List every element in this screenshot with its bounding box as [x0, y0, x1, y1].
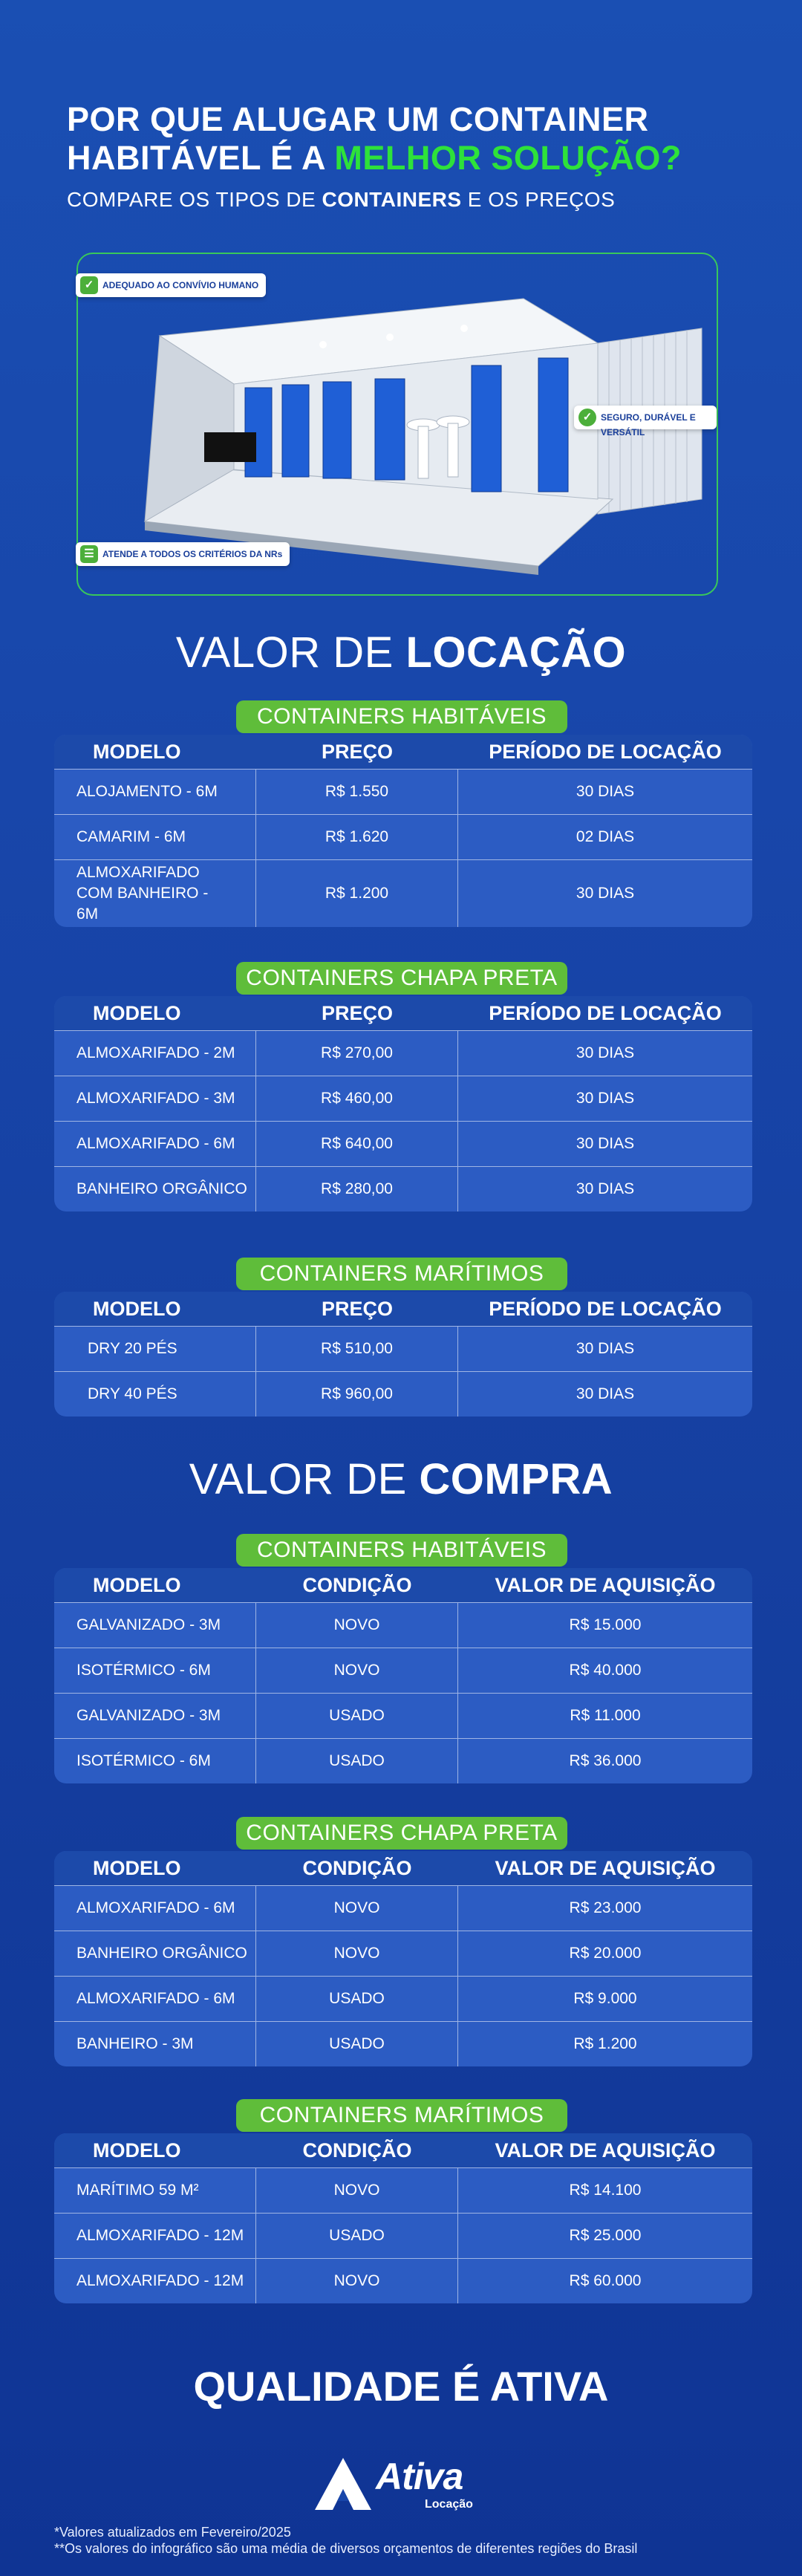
cell-model: CAMARIM - 6M [54, 815, 256, 859]
footnote-2: **Os valores do infográfico são uma média de diversos orçamentos de diferentes regiões do Brasil [54, 2541, 638, 2556]
purchase-table-chapa-preta [54, 1851, 752, 2066]
cell-model: ALMOXARIFADO - 6M [54, 1886, 256, 1931]
header-cell: PREÇO [321, 1297, 394, 1320]
header-cell: VALOR DE AQUISIÇÃO [495, 1856, 716, 1879]
cell-condition: NOVO [256, 1648, 458, 1693]
table-row [54, 1885, 752, 1931]
cell-condition: NOVO [256, 2168, 458, 2213]
rental-tag-maritimos: CONTAINERS MARÍTIMOS [236, 1258, 567, 1290]
table-header [54, 1851, 752, 1885]
title-line-1: POR QUE ALUGAR UM CONTAINER [67, 100, 649, 138]
table-row [54, 2167, 752, 2213]
tagline-part-1: QUALIDADE [193, 2363, 452, 2410]
header-cell: PERÍODO DE LOCAÇÃO [489, 740, 722, 763]
purchase-section-title [0, 1454, 802, 1504]
table-header [54, 996, 752, 1030]
header-cell: MODELO [93, 740, 181, 763]
cell-model: BANHEIRO ORGÂNICO [54, 1167, 256, 1211]
purchase-tag-habitaveis: CONTAINERS HABITÁVEIS [236, 1534, 567, 1567]
cell-model: ALMOXARIFADO - 3M [54, 1076, 256, 1121]
rental-title-part-2: LOCAÇÃO [405, 628, 627, 677]
table-row [54, 1931, 752, 1976]
table-row [54, 859, 752, 927]
person-check-icon: ✓ [80, 276, 98, 294]
footer-tagline [0, 2362, 802, 2410]
header-cell: PERÍODO DE LOCAÇÃO [489, 1297, 722, 1320]
title-accent: MELHOR SOLUÇÃO? [334, 139, 682, 177]
purchase-tag-maritimos: CONTAINERS MARÍTIMOS [236, 2099, 567, 2132]
cell-condition: USADO [256, 1977, 458, 2021]
cell-period: 30 DIAS [576, 1385, 635, 1402]
header-cell: CONDIÇÃO [302, 2138, 412, 2162]
cell-period: 30 DIAS [576, 1180, 635, 1197]
cell-value: R$ 15.000 [569, 1616, 642, 1633]
purchase-tag-chapa-preta: CONTAINERS CHAPA PRETA [236, 1817, 567, 1850]
cell-model: GALVANIZADO - 3M [54, 1694, 256, 1738]
subtitle [67, 188, 750, 212]
cell-condition: USADO [256, 2214, 458, 2258]
cell-condition: NOVO [256, 1931, 458, 1976]
container-illustration [76, 253, 718, 596]
cell-value: R$ 11.000 [570, 1707, 641, 1724]
badge-safe-durable-label: SEGURO, DURÁVEL E VERSÁTIL [601, 412, 696, 438]
cell-value: R$ 36.000 [569, 1752, 642, 1769]
cell-model: ALMOXARIFADO - 12M [54, 2259, 256, 2303]
hero [67, 100, 750, 212]
cell-period: 30 DIAS [576, 1090, 635, 1107]
cell-period: 30 DIAS [576, 885, 635, 902]
rental-title-part-1: VALOR DE [175, 628, 406, 677]
logo-wordmark: Ativa [376, 2456, 463, 2497]
rental-table-habitaveis [54, 735, 752, 927]
cell-price: R$ 280,00 [256, 1167, 458, 1211]
purchase-table-maritimos [54, 2133, 752, 2303]
rental-section-title [0, 628, 802, 677]
header-cell: VALOR DE AQUISIÇÃO [495, 2138, 716, 2162]
purchase-table-habitaveis [54, 1568, 752, 1783]
table-row [54, 1166, 752, 1211]
cell-price: R$ 270,00 [256, 1031, 458, 1076]
cell-model: ALMOXARIFADO COM BANHEIRO - 6M [54, 860, 256, 927]
cell-price: R$ 640,00 [256, 1122, 458, 1166]
header-cell: MODELO [93, 1001, 181, 1024]
table-row [54, 2213, 752, 2258]
table-row [54, 2258, 752, 2303]
table-row [54, 1602, 752, 1648]
cell-condition: USADO [256, 1694, 458, 1738]
cell-value: R$ 14.100 [569, 2182, 642, 2199]
header-cell: PREÇO [321, 1001, 394, 1024]
subtitle-part-3: E OS PREÇOS [461, 188, 616, 211]
cell-model: BANHEIRO - 3M [54, 2022, 256, 2066]
table-row [54, 1738, 752, 1783]
table-row [54, 2021, 752, 2066]
cell-period: 30 DIAS [576, 783, 635, 800]
rental-tag-habitaveis: CONTAINERS HABITÁVEIS [236, 700, 567, 733]
rental-tag-chapa-preta: CONTAINERS CHAPA PRETA [236, 962, 567, 995]
purchase-title-part-1: VALOR DE [189, 1455, 420, 1503]
cell-model: GALVANIZADO - 3M [54, 1603, 256, 1648]
cell-period: 30 DIAS [576, 1044, 635, 1061]
table-header [54, 2133, 752, 2167]
cell-condition: USADO [256, 2022, 458, 2066]
cell-value: R$ 23.000 [569, 1899, 642, 1916]
cell-model: ISOTÉRMICO - 6M [54, 1648, 256, 1693]
badge-nr-compliance [76, 542, 290, 566]
table-row [54, 1076, 752, 1121]
cell-price: R$ 960,00 [256, 1372, 458, 1417]
header-cell: PREÇO [321, 740, 394, 763]
cell-value: R$ 1.200 [573, 2035, 637, 2052]
title-line-2: HABITÁVEL É A [67, 139, 335, 177]
header-cell: VALOR DE AQUISIÇÃO [495, 1573, 716, 1596]
table-row [54, 1693, 752, 1738]
cell-condition: USADO [256, 1739, 458, 1783]
cell-model: DRY 40 PÉS [54, 1372, 256, 1417]
table-header [54, 1292, 752, 1326]
table-row [54, 1030, 752, 1076]
cell-model: DRY 20 PÉS [54, 1327, 256, 1371]
ativa-logo-icon [315, 2458, 374, 2511]
cell-model: BANHEIRO ORGÂNICO [54, 1931, 256, 1976]
footnotes [54, 2524, 637, 2557]
cell-model: ISOTÉRMICO - 6M [54, 1739, 256, 1783]
header-cell: MODELO [93, 1573, 181, 1596]
header-cell: CONDIÇÃO [302, 1573, 412, 1596]
subtitle-part-2: CONTAINERS [322, 188, 462, 211]
logo-subtitle: Locação [425, 2498, 473, 2511]
table-row [54, 1326, 752, 1371]
page-title [67, 100, 750, 178]
header-cell: CONDIÇÃO [302, 1856, 412, 1879]
header-cell: MODELO [93, 1856, 181, 1879]
badge-human-living [76, 273, 266, 297]
cell-model: ALMOXARIFADO - 6M [54, 1122, 256, 1166]
cell-value: R$ 40.000 [569, 1662, 642, 1679]
table-row [54, 1648, 752, 1693]
table-row [54, 1976, 752, 2021]
cell-value: R$ 60.000 [569, 2272, 642, 2289]
cell-model: ALMOXARIFADO - 6M [54, 1977, 256, 2021]
cell-period: 02 DIAS [576, 828, 635, 845]
cell-period: 30 DIAS [576, 1340, 635, 1357]
header-cell: PERÍODO DE LOCAÇÃO [489, 1001, 722, 1024]
footnote-1: *Valores atualizados em Fevereiro/2025 [54, 2525, 291, 2540]
rental-table-chapa-preta [54, 996, 752, 1211]
checklist-icon: ☰ [80, 545, 98, 563]
tagline-part-2: É [451, 2363, 490, 2410]
cell-price: R$ 460,00 [256, 1076, 458, 1121]
cell-value: R$ 9.000 [573, 1990, 637, 2007]
cell-value: R$ 20.000 [569, 1945, 642, 1962]
cell-price: R$ 510,00 [256, 1327, 458, 1371]
table-row [54, 1371, 752, 1417]
badge-human-living-label: ADEQUADO AO CONVÍVIO HUMANO [102, 280, 259, 290]
purchase-title-part-2: COMPRA [419, 1455, 613, 1503]
header-cell: MODELO [93, 1297, 181, 1320]
subtitle-part-1: COMPARE OS TIPOS DE [67, 188, 322, 211]
badge-safe-durable [574, 406, 717, 438]
cell-price: R$ 1.620 [256, 815, 458, 859]
ativa-logo [315, 2455, 493, 2514]
table-row [54, 814, 752, 859]
cell-model: ALMOXARIFADO - 12M [54, 2214, 256, 2258]
tagline-part-3: ATIVA [489, 2363, 609, 2410]
cell-model: MARÍTIMO 59 M² [54, 2168, 256, 2213]
cell-price: R$ 1.550 [256, 770, 458, 814]
table-row [54, 1121, 752, 1166]
shield-check-icon: ✓ [578, 409, 596, 426]
table-header [54, 735, 752, 769]
cell-model: ALOJAMENTO - 6M [54, 770, 256, 814]
header-cell: MODELO [93, 2138, 181, 2162]
cell-value: R$ 25.000 [569, 2227, 642, 2244]
table-header [54, 1568, 752, 1602]
cell-model: ALMOXARIFADO - 2M [54, 1031, 256, 1076]
table-row [54, 769, 752, 814]
cell-condition: NOVO [256, 1886, 458, 1931]
cell-condition: NOVO [256, 1603, 458, 1648]
badge-nr-compliance-label: ATENDE A TODOS OS CRITÉRIOS DA NRs [102, 549, 283, 559]
cell-period: 30 DIAS [576, 1135, 635, 1152]
cell-price: R$ 1.200 [256, 860, 458, 927]
rental-table-maritimos [54, 1292, 752, 1417]
cell-condition: NOVO [256, 2259, 458, 2303]
